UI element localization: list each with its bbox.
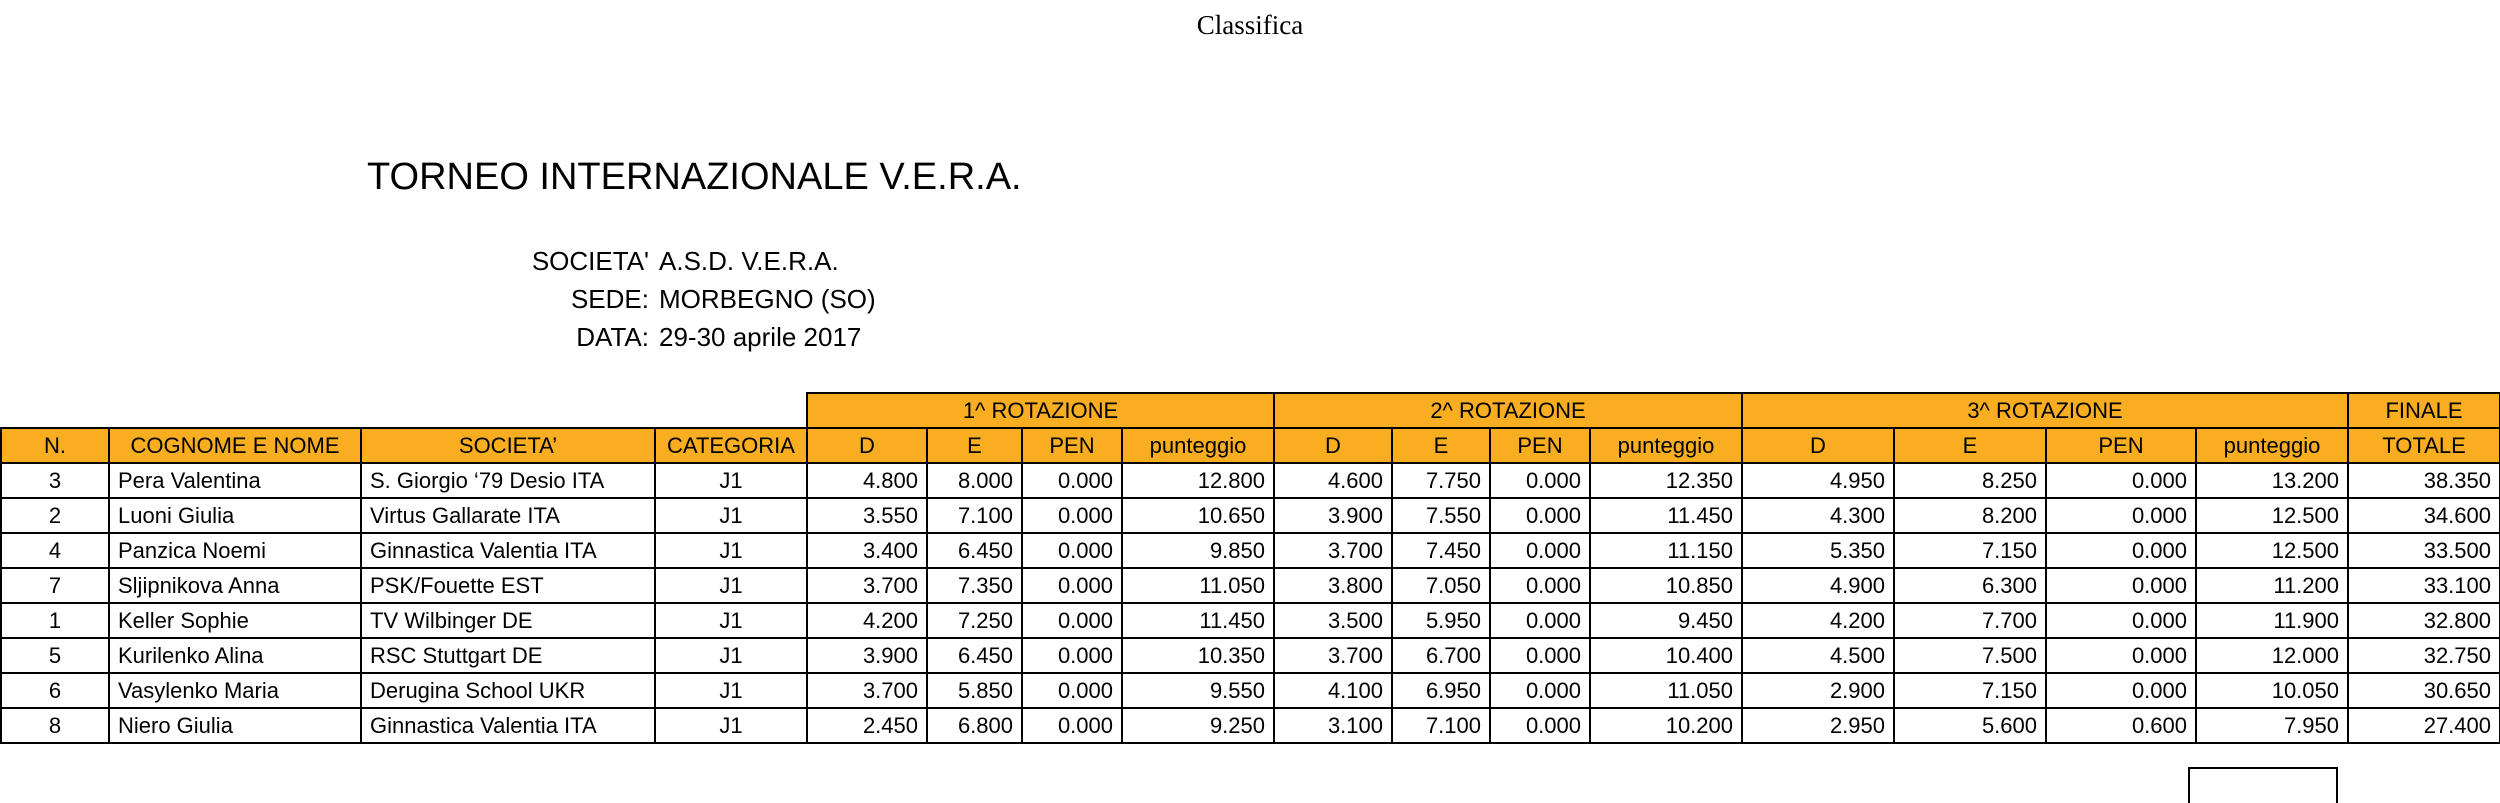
cell-r2-d: 4.100 <box>1274 673 1392 708</box>
cell-r3-d: 4.950 <box>1742 463 1894 498</box>
cell-r3-score: 12.500 <box>2196 498 2348 533</box>
col-header-r2-pen: PEN <box>1490 428 1590 463</box>
cell-name: Pera Valentina <box>109 463 361 498</box>
cell-r1-e: 6.450 <box>927 638 1022 673</box>
cell-name: Keller Sophie <box>109 603 361 638</box>
cell-r2-e: 6.950 <box>1392 673 1490 708</box>
cell-r2-score: 11.050 <box>1590 673 1742 708</box>
cell-r2-e: 7.750 <box>1392 463 1490 498</box>
cell-number: 7 <box>1 568 109 603</box>
cell-r3-e: 7.150 <box>1894 673 2046 708</box>
cell-total: 27.400 <box>2348 708 2500 743</box>
cell-club: TV Wilbinger DE <box>361 603 655 638</box>
cell-r2-pen: 0.000 <box>1490 603 1590 638</box>
rotation-header-row <box>1 393 2500 428</box>
cell-club: PSK/Fouette EST <box>361 568 655 603</box>
cell-r3-pen: 0.000 <box>2046 498 2196 533</box>
col-header-club: SOCIETA’ <box>361 428 655 463</box>
cell-r2-score: 10.850 <box>1590 568 1742 603</box>
cell-category: J1 <box>655 673 807 708</box>
cell-category: J1 <box>655 463 807 498</box>
cell-r3-pen: 0.000 <box>2046 463 2196 498</box>
cell-name: Vasylenko Maria <box>109 673 361 708</box>
cell-r3-d: 4.200 <box>1742 603 1894 638</box>
col-header-r3-e: E <box>1894 428 2046 463</box>
cell-category: J1 <box>655 533 807 568</box>
cell-r2-pen: 0.000 <box>1490 533 1590 568</box>
cell-r1-pen: 0.000 <box>1022 533 1122 568</box>
cell-r1-e: 7.250 <box>927 603 1022 638</box>
cell-r1-pen: 0.000 <box>1022 568 1122 603</box>
cell-r1-score: 9.550 <box>1122 673 1274 708</box>
cell-r1-pen: 0.000 <box>1022 463 1122 498</box>
cell-total: 38.350 <box>2348 463 2500 498</box>
cell-r1-e: 5.850 <box>927 673 1022 708</box>
cell-r2-pen: 0.000 <box>1490 638 1590 673</box>
cell-r2-e: 6.700 <box>1392 638 1490 673</box>
cell-r1-d: 4.800 <box>807 463 927 498</box>
cell-club: Derugina School UKR <box>361 673 655 708</box>
rotation-1-header: 1^ ROTAZIONE <box>807 393 1274 428</box>
cell-number: 8 <box>1 708 109 743</box>
cell-r2-d: 3.700 <box>1274 533 1392 568</box>
cell-number: 6 <box>1 673 109 708</box>
cell-r3-d: 4.300 <box>1742 498 1894 533</box>
cell-r3-pen: 0.000 <box>2046 603 2196 638</box>
cell-r2-d: 3.500 <box>1274 603 1392 638</box>
col-header-number: N. <box>1 428 109 463</box>
cell-r2-pen: 0.000 <box>1490 568 1590 603</box>
cell-r1-d: 4.200 <box>807 603 927 638</box>
cell-r1-pen: 0.000 <box>1022 708 1122 743</box>
col-header-r1-d: D <box>807 428 927 463</box>
cell-r3-score: 11.200 <box>2196 568 2348 603</box>
cell-r3-score: 12.000 <box>2196 638 2348 673</box>
results-table <box>0 392 2500 744</box>
cell-name: Panzica Noemi <box>109 533 361 568</box>
col-header-r1-e: E <box>927 428 1022 463</box>
cell-club: Virtus Gallarate ITA <box>361 498 655 533</box>
cell-r2-score: 11.150 <box>1590 533 1742 568</box>
cell-category: J1 <box>655 498 807 533</box>
cell-name: Sljipnikova Anna <box>109 568 361 603</box>
cell-r1-score: 11.050 <box>1122 568 1274 603</box>
cell-r2-d: 3.100 <box>1274 708 1392 743</box>
cell-name: Niero Giulia <box>109 708 361 743</box>
cell-r2-e: 7.450 <box>1392 533 1490 568</box>
cell-r3-d: 4.500 <box>1742 638 1894 673</box>
cell-r3-d: 2.950 <box>1742 708 1894 743</box>
cell-r3-pen: 0.600 <box>2046 708 2196 743</box>
cell-r2-e: 7.100 <box>1392 708 1490 743</box>
info-value-data: 29-30 aprile 2017 <box>659 322 862 352</box>
cell-club: S. Giorgio ‘79 Desio ITA <box>361 463 655 498</box>
table-row <box>1 603 2500 638</box>
cell-r1-score: 12.800 <box>1122 463 1274 498</box>
column-header-row <box>1 428 2500 463</box>
cell-r3-e: 5.600 <box>1894 708 2046 743</box>
table-row <box>1 708 2500 743</box>
table-row <box>1 568 2500 603</box>
cell-total: 30.650 <box>2348 673 2500 708</box>
cell-r3-e: 8.250 <box>1894 463 2046 498</box>
cell-r1-d: 3.400 <box>807 533 927 568</box>
empty-cell-below-table <box>2188 767 2338 803</box>
col-header-total: TOTALE <box>2348 428 2500 463</box>
cell-r2-pen: 0.000 <box>1490 463 1590 498</box>
col-header-r2-d: D <box>1274 428 1392 463</box>
cell-r2-pen: 0.000 <box>1490 673 1590 708</box>
cell-r1-score: 10.650 <box>1122 498 1274 533</box>
info-value-sede: MORBEGNO (SO) <box>659 284 876 314</box>
rotation-3-header: 3^ ROTAZIONE <box>1742 393 2348 428</box>
final-header: FINALE <box>2348 393 2500 428</box>
cell-category: J1 <box>655 638 807 673</box>
cell-r1-e: 8.000 <box>927 463 1022 498</box>
cell-r1-d: 3.700 <box>807 568 927 603</box>
info-label-sede: SEDE: <box>570 284 649 314</box>
table-row <box>1 533 2500 568</box>
cell-r3-pen: 0.000 <box>2046 533 2196 568</box>
col-header-r1-pen: PEN <box>1022 428 1122 463</box>
table-row <box>1 463 2500 498</box>
col-header-r3-pen: PEN <box>2046 428 2196 463</box>
cell-r2-score: 12.350 <box>1590 463 1742 498</box>
cell-r1-score: 9.250 <box>1122 708 1274 743</box>
cell-name: Luoni Giulia <box>109 498 361 533</box>
cell-r1-e: 6.450 <box>927 533 1022 568</box>
cell-total: 34.600 <box>2348 498 2500 533</box>
event-title: TORNEO INTERNAZIONALE V.E.R.A. <box>367 156 1022 198</box>
cell-r3-score: 13.200 <box>2196 463 2348 498</box>
cell-category: J1 <box>655 708 807 743</box>
col-header-r2-score: punteggio <box>1590 428 1742 463</box>
cell-r2-pen: 0.000 <box>1490 498 1590 533</box>
cell-club: Ginnastica Valentia ITA <box>361 533 655 568</box>
cell-number: 1 <box>1 603 109 638</box>
info-row-data <box>0 322 2500 354</box>
cell-r2-d: 4.600 <box>1274 463 1392 498</box>
cell-r1-e: 7.350 <box>927 568 1022 603</box>
cell-number: 5 <box>1 638 109 673</box>
col-header-category: CATEGORIA <box>655 428 807 463</box>
cell-r1-pen: 0.000 <box>1022 673 1122 708</box>
col-header-r3-score: punteggio <box>2196 428 2348 463</box>
cell-category: J1 <box>655 603 807 638</box>
cell-r3-e: 7.500 <box>1894 638 2046 673</box>
cell-name: Kurilenko Alina <box>109 638 361 673</box>
cell-r3-score: 12.500 <box>2196 533 2348 568</box>
cell-r1-score: 11.450 <box>1122 603 1274 638</box>
info-label-data: DATA: <box>576 322 649 352</box>
info-value-societa: A.S.D. V.E.R.A. <box>659 246 839 276</box>
cell-r2-e: 7.550 <box>1392 498 1490 533</box>
cell-r1-pen: 0.000 <box>1022 498 1122 533</box>
cell-r1-pen: 0.000 <box>1022 603 1122 638</box>
cell-r2-e: 7.050 <box>1392 568 1490 603</box>
rotation-header-spacer <box>1 393 807 428</box>
cell-total: 32.750 <box>2348 638 2500 673</box>
cell-number: 4 <box>1 533 109 568</box>
cell-club: Ginnastica Valentia ITA <box>361 708 655 743</box>
info-row-societa <box>0 246 2500 278</box>
col-header-r1-score: punteggio <box>1122 428 1274 463</box>
cell-r1-d: 3.700 <box>807 673 927 708</box>
cell-total: 32.800 <box>2348 603 2500 638</box>
cell-r3-e: 7.700 <box>1894 603 2046 638</box>
cell-r3-score: 7.950 <box>2196 708 2348 743</box>
cell-r1-d: 2.450 <box>807 708 927 743</box>
cell-r1-score: 9.850 <box>1122 533 1274 568</box>
cell-r3-e: 6.300 <box>1894 568 2046 603</box>
cell-r1-d: 3.550 <box>807 498 927 533</box>
rotation-2-header: 2^ ROTAZIONE <box>1274 393 1742 428</box>
cell-total: 33.100 <box>2348 568 2500 603</box>
cell-r2-pen: 0.000 <box>1490 708 1590 743</box>
cell-r1-d: 3.900 <box>807 638 927 673</box>
cell-r3-e: 7.150 <box>1894 533 2046 568</box>
results-body <box>1 463 2500 743</box>
cell-r2-e: 5.950 <box>1392 603 1490 638</box>
cell-r3-d: 4.900 <box>1742 568 1894 603</box>
table-row <box>1 498 2500 533</box>
cell-r3-score: 11.900 <box>2196 603 2348 638</box>
col-header-r3-d: D <box>1742 428 1894 463</box>
col-header-r2-e: E <box>1392 428 1490 463</box>
cell-club: RSC Stuttgart DE <box>361 638 655 673</box>
cell-r3-pen: 0.000 <box>2046 638 2196 673</box>
cell-r2-d: 3.900 <box>1274 498 1392 533</box>
cell-r2-score: 10.400 <box>1590 638 1742 673</box>
cell-r2-score: 10.200 <box>1590 708 1742 743</box>
col-header-name: COGNOME E NOME <box>109 428 361 463</box>
cell-category: J1 <box>655 568 807 603</box>
cell-r1-pen: 0.000 <box>1022 638 1122 673</box>
cell-r2-score: 9.450 <box>1590 603 1742 638</box>
cell-r3-d: 5.350 <box>1742 533 1894 568</box>
table-row <box>1 673 2500 708</box>
cell-r3-pen: 0.000 <box>2046 568 2196 603</box>
cell-r2-d: 3.700 <box>1274 638 1392 673</box>
cell-r3-pen: 0.000 <box>2046 673 2196 708</box>
page-header: Classifica <box>1196 10 1304 40</box>
cell-r3-e: 8.200 <box>1894 498 2046 533</box>
cell-r3-score: 10.050 <box>2196 673 2348 708</box>
cell-r1-score: 10.350 <box>1122 638 1274 673</box>
cell-number: 3 <box>1 463 109 498</box>
cell-total: 33.500 <box>2348 533 2500 568</box>
cell-r2-d: 3.800 <box>1274 568 1392 603</box>
cell-number: 2 <box>1 498 109 533</box>
cell-r1-e: 6.800 <box>927 708 1022 743</box>
cell-r2-score: 11.450 <box>1590 498 1742 533</box>
cell-r1-e: 7.100 <box>927 498 1022 533</box>
info-row-sede <box>0 284 2500 316</box>
info-label-societa: SOCIETA' <box>531 246 649 276</box>
cell-r3-d: 2.900 <box>1742 673 1894 708</box>
table-row <box>1 638 2500 673</box>
